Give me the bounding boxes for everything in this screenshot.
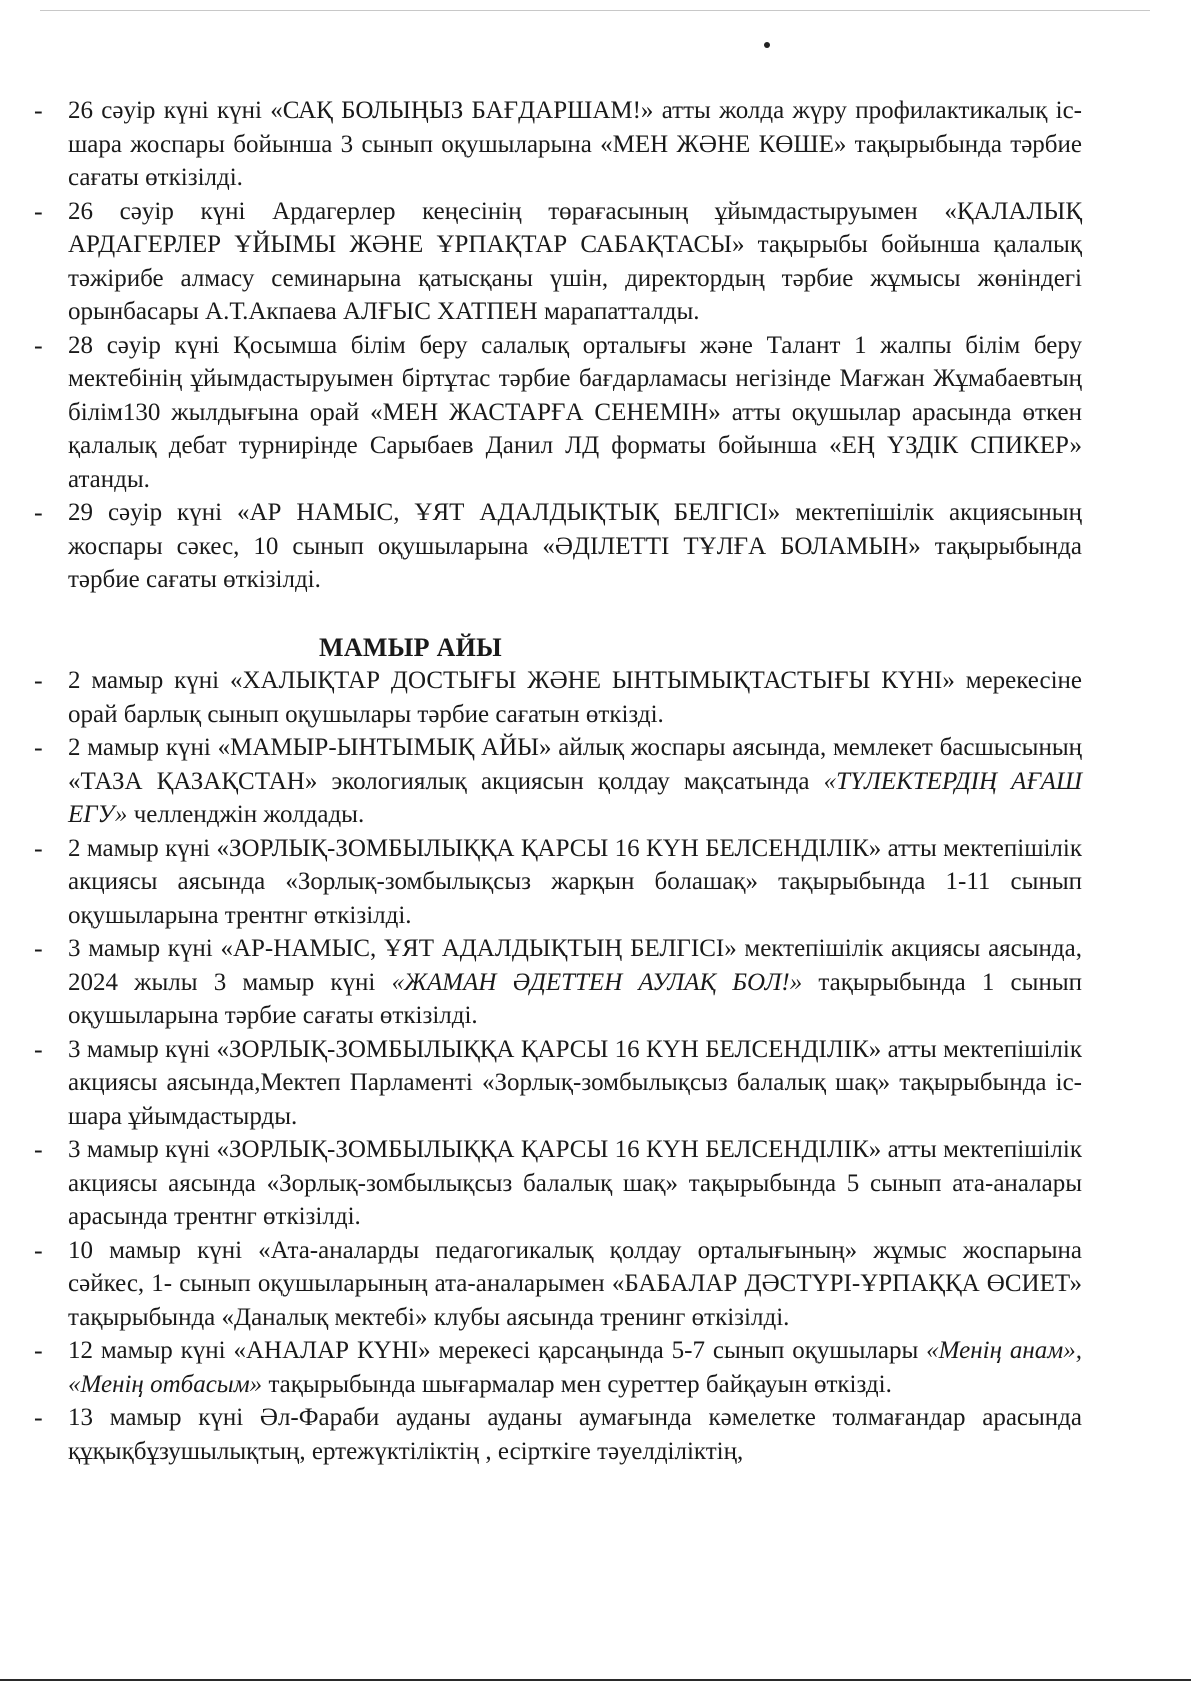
item-text: 26 сәуір күні күні «САҚ БОЛЫҢЫЗ БАҒДАРШАМ!» атты жолда жүру профилактикалық іс-шара жоспары бойынша 3 сынып оқушыларына «МЕН ЖӘНЕ КӨШЕ» тақырыбында тәрбие сағаты өткізілді. [68,97,1082,191]
item-text: 2 мамыр күні «ХАЛЫҚТАР ДОСТЫҒЫ ЖӘНЕ ЫНТЫМЫҚТАСТЫҒЫ КҮНІ» мерекесіне орай барлық сынып оқушылары тәрбие сағатын өткізді. [68,667,1082,728]
april-events-list [34,94,1082,597]
item-paragraph [68,1033,1082,1134]
item-paragraph [68,1133,1082,1234]
list-bullet-dash: - [34,833,43,863]
list-item [34,1133,1082,1234]
list-item [34,664,1082,731]
list-bullet-dash: - [34,934,43,963]
item-paragraph [68,932,1082,1033]
list-bullet-dash: - [34,498,43,527]
item-text: 29 сәуір күні «АР НАМЫС, ҰЯТ АДАЛДЫҚТЫҚ БЕЛГІСІ» мектепішілік акциясының жоспары сәкес, 10 сынып оқушыларына «ӘДІЛЕТТІ ТҰЛҒА БОЛАМЫН» тақырыбында тәрбие сағаты өткізілді. [68,499,1082,593]
list-item [34,94,1082,195]
may-events-list [34,664,1082,1468]
item-text: 3 мамыр күні «АР-НАМЫС, ҰЯТ АДАЛДЫҚТЫҢ БЕЛГІСІ» мектепішілік акциясы аясында, 2024 жылы 3 мамыр күні [68,935,1082,996]
item-paragraph [68,1401,1082,1468]
item-text: 2 мамыр күні «МАМЫР-ЫНТЫМЫҚ АЙЫ» айлық жоспары аясында, мемлекет басшысының «ТАЗА ҚАЗАҚСТАН» экологиялық акциясын қолдау мақсатында [68,734,1082,795]
item-paragraph [68,1234,1082,1335]
section-heading-may: МАМЫР АЙЫ [319,632,502,662]
item-text: 13 мамыр күні Әл-Фараби ауданы ауданы аумағында кәмелетке толмағандар арасында құқықбұзушылықтың, ертежүктіліктің , есірткіге тәуелділіктің, [68,1404,1082,1465]
list-item [34,329,1082,497]
item-text-tail: челленджін жолдады. [127,801,365,828]
item-paragraph [68,664,1082,731]
list-bullet-dash: - [34,666,43,695]
list-item [34,832,1082,933]
item-text: 28 сәуір күні Қосымша білім беру салалық орталығы және Талант 1 жалпы білім беру мектебінің ұйымдастыруымен біртұтас тәрбие бағдарламасы негізінде Мағжан Жұмабаевтың білім130 жылдығына орай «МЕН ЖАСТАРҒА СЕНЕМІН» атты оқушылар арасында өткен қалалық дебат турнирінде Сарыбаев Данил ЛД форматы бойынша «ЕҢ ҮЗДІК СПИКЕР» атанды. [68,331,1082,493]
list-bullet-dash: - [34,330,43,360]
item-text: 3 мамыр күні «ЗОРЛЫҚ-ЗОМБЫЛЫҚҚА ҚАРСЫ 16 КҮН БЕЛСЕНДІЛІК» атты мектепішілік акциясы аясында,Мектеп Парламенті «Зорлық-зомбылықсыз балалық шақ» тақырыбында іс-шара ұйымдастырды. [68,1035,1082,1130]
item-text-tail: тақырыбында шығармалар мен суреттер байқауын өткізді. [262,1370,892,1398]
item-italic-title: «ТҮЛЕКТЕРДІҢ АҒАШ ЕГУ» [68,767,1083,828]
list-bullet-dash: - [34,1403,43,1432]
scan-speck [764,42,770,48]
document-body [34,94,1082,1468]
item-paragraph [68,1334,1082,1401]
list-bullet-dash: - [34,196,43,226]
item-italic-title: «ЖАМАН ӘДЕТТЕН АУЛАҚ БОЛ!» [391,968,803,996]
list-bullet-dash: - [34,1135,43,1164]
item-text-tail: тақырыбында 1 сынып оқушыларына тәрбие сағаты өткізілді. [68,968,1083,1029]
list-item [34,1401,1082,1468]
top-scan-edge [40,10,1150,11]
item-text: 10 мамыр күні «Ата-аналарды педагогикалық қолдау орталығының» жұмыс жоспарына сәйкес, 1- сынып оқушыларының ата-аналарымен «БАБАЛАР ДӘСТҮРІ-ҰРПАҚҚА ӨСИЕТ» тақырыбында «Даналық мектебі» клубы аясында тренинг өткізілді. [68,1236,1082,1331]
list-bullet-dash: - [34,1034,43,1064]
list-item [34,1334,1082,1401]
list-item [34,1033,1082,1134]
item-paragraph [68,832,1082,933]
list-item [34,932,1082,1033]
item-text: 3 мамыр күні «ЗОРЛЫҚ-ЗОМБЫЛЫҚҚА ҚАРСЫ 16 КҮН БЕЛСЕНДІЛІК» атты мектепішілік акциясы аясында «Зорлық-зомбылықсыз балалық шақ» тақырыбында 5 сынып ата-аналары арасында трентнг өткізілді. [68,1136,1082,1230]
bottom-scan-edge [0,1679,1191,1681]
item-paragraph [68,94,1082,195]
item-paragraph [68,496,1082,597]
item-paragraph [68,195,1082,329]
item-paragraph [68,731,1082,832]
list-item [34,1234,1082,1335]
item-text: 26 сәуір күні Ардагерлер кеңесінің төрағасының ұйымдастыруымен «ҚАЛАЛЫҚ АРДАГЕРЛЕР ҰЙЫМЫ ЖӘНЕ ҰРПАҚТАР САБАҚТАСЫ» тақырыбы бойынша қалалық тәжірибе алмасу семинарына қатысқаны үшін, директордың тәрбие жұмысы жөніндегі орынбасары А.Т.Акпаева АЛҒЫС ХАТПЕН марапатталды. [68,197,1082,325]
list-bullet-dash: - [34,1336,43,1365]
item-italic-title: «Менің анам», «Менің отбасым» [68,1337,1082,1398]
list-bullet-dash: - [34,733,43,762]
list-bullet-dash: - [34,1235,43,1265]
item-text: 12 мамыр күні «АНАЛАР КҮНІ» мерекесі қарсаңында 5-7 сынып оқушылары [68,1337,919,1364]
list-item [34,195,1082,329]
list-bullet-dash: - [34,96,43,125]
list-item [34,731,1082,832]
item-paragraph [68,329,1082,497]
list-item [34,496,1082,597]
item-text: 2 мамыр күні «ЗОРЛЫҚ-ЗОМБЫЛЫҚҚА ҚАРСЫ 16 КҮН БЕЛСЕНДІЛІК» атты мектепішілік акциясы аясында «Зорлық-зомбылықсыз жарқын болашақ» тақырыбында 1-11 сынып оқушыларына трентнг өткізілді. [68,834,1082,929]
